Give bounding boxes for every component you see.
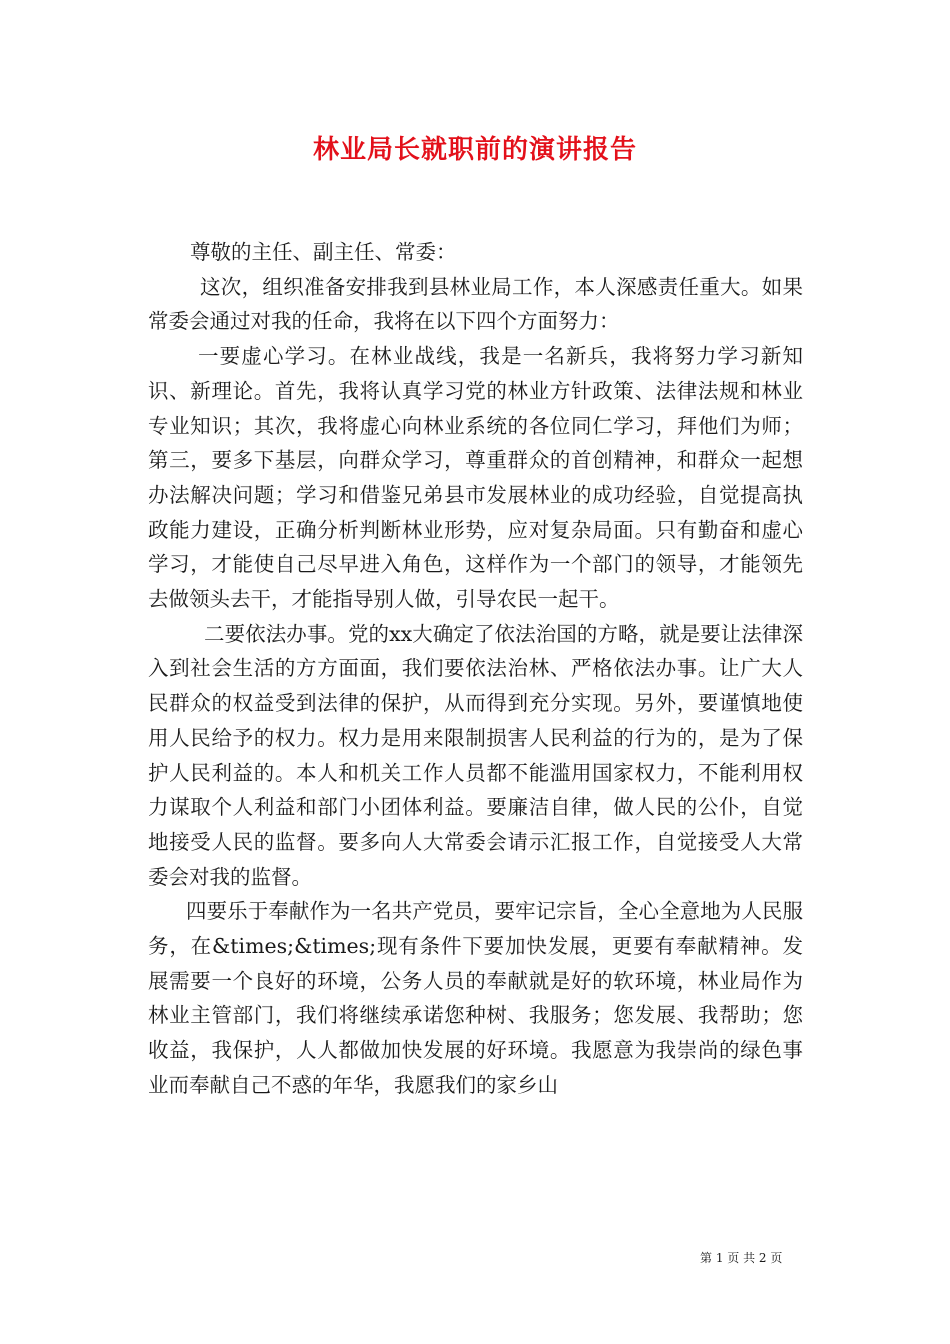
paragraph-intro: 这次，组织准备安排我到县林业局工作，本人深感责任重大。如果常委会通过对我的任命，我将在以下四个方面努力： [148,274,803,334]
document-body [148,235,803,1103]
document-title: 林业局长就职前的演讲报告 [312,135,637,165]
paragraph-law: 二要依法办事。党的xx大确定了依法治国的方略，就是要让法律深入到社会生活的方方面面，我们要依法治林、严格依法办事。让广大人民群众的权益受到法律的保护，从而得到充分实现。另外，要谨慎地使用人民给予的权力。权力是用来限制损害人民利益的行为的，是为了保护人民利益的。本人和机关工作人员都不能滥用国家权力，不能利用权力谋取个人利益和部门小团体利益。要廉洁自律，做人民的公仆，自觉地接受人民的监督。要多向人大常委会请示汇报工作，自觉接受人大常委会对我的监督。 [148,621,803,889]
paragraph-dedication: 四要乐于奉献作为一名共产党员，要牢记宗旨，全心全意地为人民服务，在&times;&times;现有条件下要加快发展，更要有奉献精神。发展需要一个良好的环境，公务人员的奉献就是好的软环境，林业局作为林业主管部门，我们将继续承诺您种树、我服务；您发展、我帮助；您收益，我保护，人人都做加快发展的好环境。我愿意为我崇尚的绿色事业而奉献自己不惑的年华，我愿我们的家乡山 [148,899,803,1097]
page-indicator: 第 1 页 共 2 页 [700,1251,783,1265]
salutation: 尊敬的主任、副主任、常委： [190,240,457,264]
paragraph-learning: 一要虚心学习。在林业战线，我是一名新兵，我将努力学习新知识、新理论。首先，我将认真学习党的林业方针政策、法律法规和林业专业知识；其次，我将虚心向林业系统的各位同仁学习，拜他们为师；第三，要多下基层，向群众学习，尊重群众的首创精神，和群众一起想办法解决问题；学习和借鉴兄弟县市发展林业的成功经验，自觉提高执政能力建设，正确分析判断林业形势，应对复杂局面。只有勤奋和虚心学习，才能使自己尽早进入角色，这样作为一个部门的领导，才能领先去做领头去干，才能指导别人做，引导农民一起干。 [148,344,803,612]
